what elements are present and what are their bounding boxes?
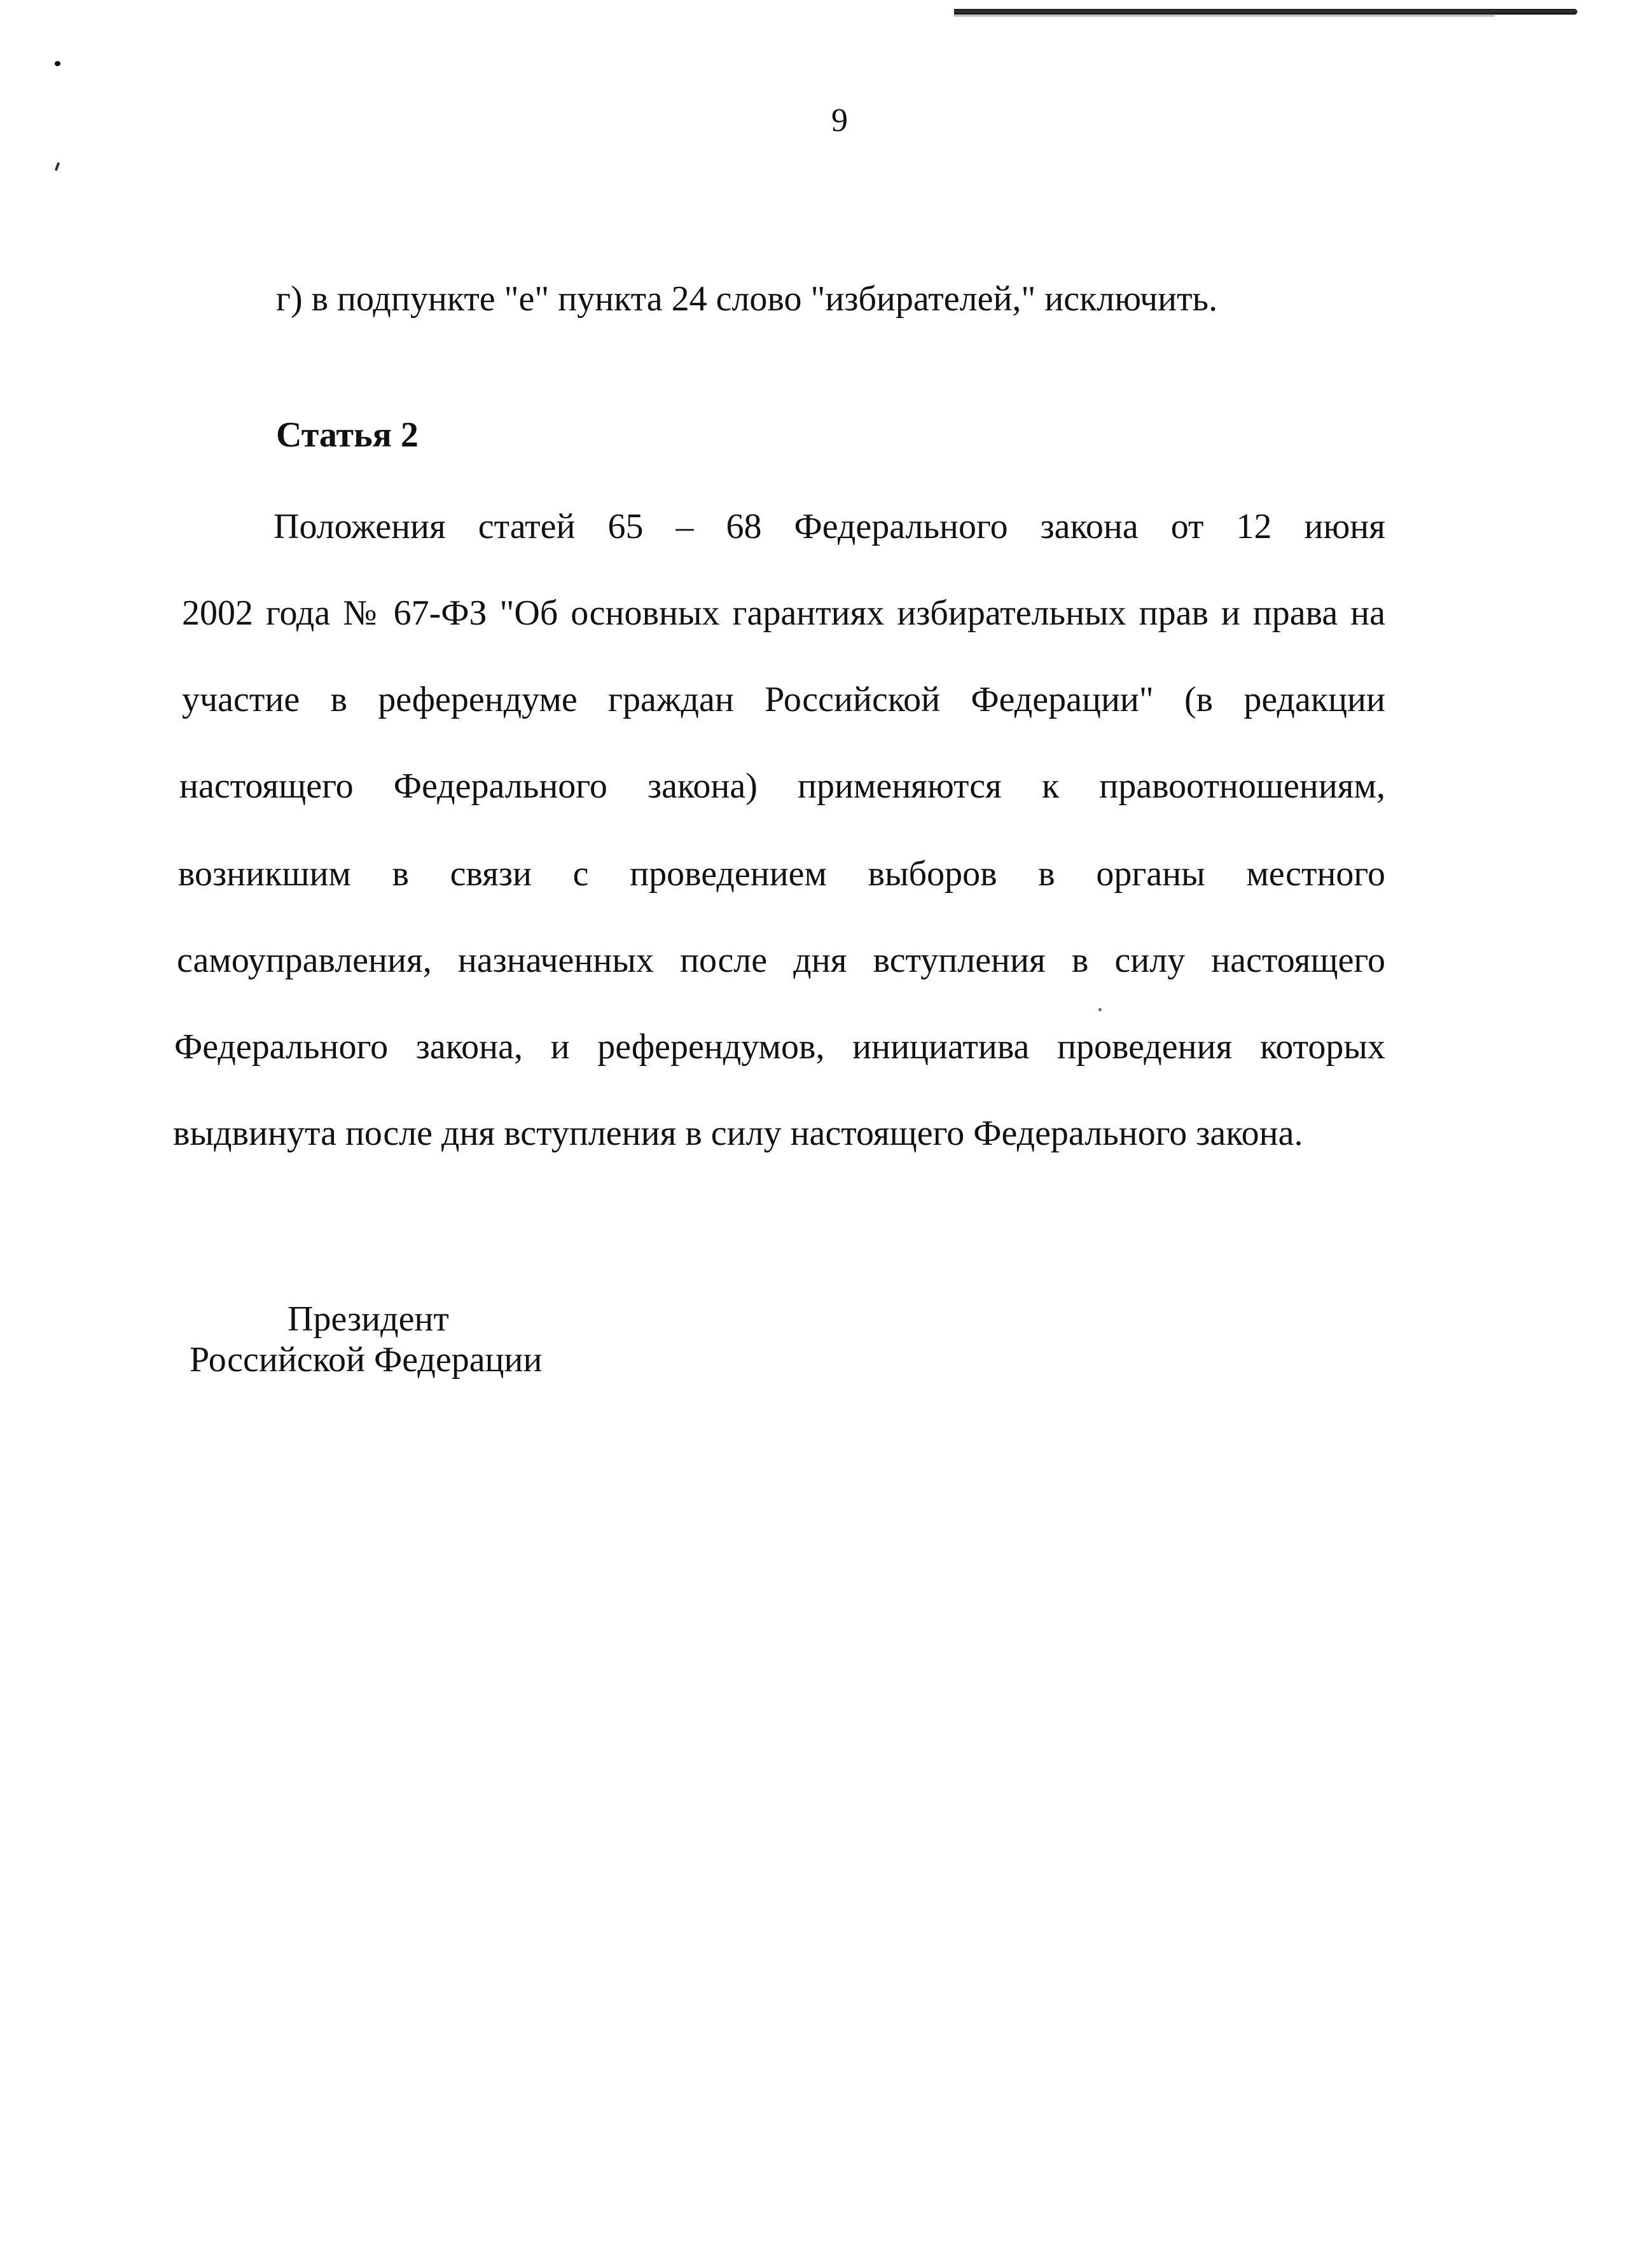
article-paragraph-line: 2002 года № 67-ФЗ "Об основных гарантиях избирательных прав и права на xyxy=(182,593,1385,633)
article-paragraph-line: участие в референдуме граждан Российской Федерации" (в редакции xyxy=(182,680,1385,719)
article-paragraph-line: Положения статей 65 – 68 Федерального закона от 12 июня xyxy=(274,507,1385,546)
scan-speck xyxy=(55,162,60,172)
scan-speck xyxy=(55,61,60,66)
article-paragraph-line: настоящего Федерального закона) применяются к правоотношениям, xyxy=(179,766,1385,806)
article-heading: Статья 2 xyxy=(276,415,419,455)
article-paragraph-line: выдвинута после дня вступления в силу настоящего Федерального закона. xyxy=(173,1114,1303,1153)
scan-speck xyxy=(1098,1008,1102,1011)
scan-edge-line-shadow xyxy=(954,15,1495,17)
item-g-text: г) в подпункте "е" пункта 24 слово "избирателей," исключить. xyxy=(276,279,1218,319)
article-paragraph-line: Федерального закона, и референдумов, инициатива проведения которых xyxy=(174,1027,1385,1067)
signature-country: Российской Федерации xyxy=(190,1340,543,1379)
signature-title: Президент xyxy=(287,1299,449,1339)
page-number: 9 xyxy=(831,102,848,139)
article-paragraph-line: самоуправления, назначенных после дня вступления в силу настоящего xyxy=(177,941,1385,980)
article-paragraph-line: возникшим в связи с проведением выборов в органы местного xyxy=(178,854,1385,894)
scan-edge-line xyxy=(954,9,1577,15)
